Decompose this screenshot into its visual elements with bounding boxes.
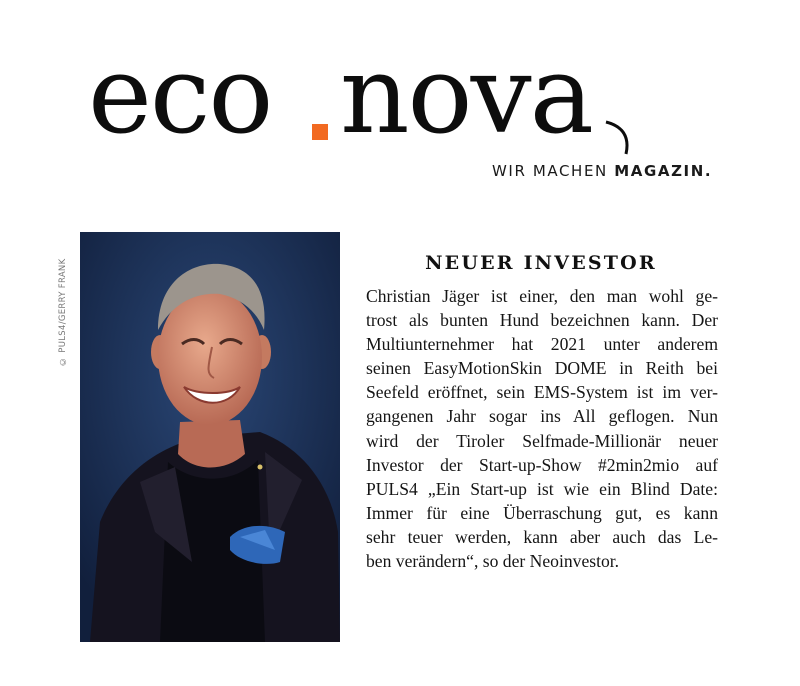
article-line: sehr teuer werden, kann aber auch das Le- [366,526,718,547]
article-line: Christian Jäger ist einer, den man wohl ge- [366,286,718,306]
article-line: Investor der Start-up-Show #2min2mio auf [366,454,718,475]
portrait-illustration [80,232,340,642]
logo-flourish-icon [600,118,650,158]
logo-eco-text: eco [88,33,272,158]
article-line: ben verändern“, so der Neoinvestor. [366,551,620,572]
masthead [0,0,800,200]
article-line: Immer für eine Überraschung gut, es kann [366,502,718,523]
article-line: Multiunternehmer hat 2021 unter anderem [366,334,718,355]
article-line: gangenen Jahr sogar ins All geflogen. Nun [366,406,718,427]
tagline [492,162,712,180]
photo-credit: © PULS4/GERRY FRANK [58,258,68,366]
logo-orange-dot [312,124,328,140]
article-line: seinen EasyMotionSkin DOME in Reith bei [366,358,718,379]
article-headline: NEUER INVESTOR [425,252,657,274]
article-line: PULS4 „Ein Start-up ist wie ein Blind Date: [366,478,718,499]
tagline-bold: MAGAZIN. [614,162,713,180]
article-line: Seefeld eröffnet, sein EMS-System ist im ver- [366,382,718,403]
article-line: trost als bunten Hund bezeichnen kann. Der [366,310,718,331]
logo-nova-text: nova [340,33,592,158]
article-body [366,284,718,573]
portrait-photo [80,232,340,642]
tagline-regular: WIR MACHEN [492,162,615,180]
article-line: wird der Tiroler Selfmade-Millionär neuer [366,430,718,451]
